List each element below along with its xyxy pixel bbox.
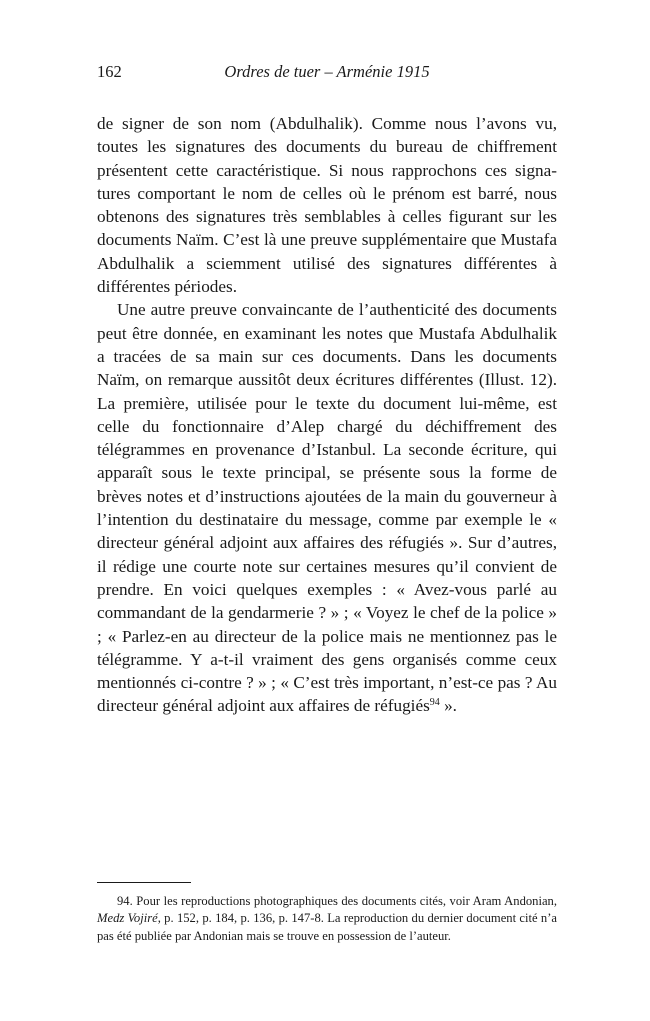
body-text — [97, 112, 557, 718]
footnote-divider — [97, 882, 191, 883]
footnote-reference-94[interactable]: 94 — [429, 697, 440, 709]
footnote-94 — [97, 893, 557, 945]
footnote-text-end: , p. 152, p. 184, p. 136, p. 147-8. La reproduction du dernier document cité n’a pas été publiée par Andonian mais se trouve en possession de l’auteur. — [97, 911, 558, 943]
paragraph-2 — [97, 298, 557, 717]
paragraph-1: de signer de son nom (Abdulhalik). Comme nous l’avons vu, toutes les signatures des documents du bureau de chiffrement présentent cette caractéristique. Si nous rapprochons ces signatures comportant le nom de celles où le prénom est barré, nous obtenons des signatures très semblables à celles figurant sur les documents Naïm. C’est là une preuve supplémentaire que Mustafa Abdulhalik a sciemment utilisé des signatures différentes à différentes périodes. — [97, 114, 557, 297]
footnote-text-start: Pour les reproductions photographiques des documents cités, voir Aram Andonian, — [132, 894, 557, 908]
book-page — [97, 62, 557, 718]
running-title: Ordres de tuer – Arménie 1915 — [224, 62, 430, 81]
paragraph-2-end: ». — [439, 696, 457, 716]
footnote-number: 94. — [117, 894, 133, 908]
page-number: 162 — [97, 62, 122, 81]
paragraph-2-text: Une autre preuve convaincante de l’authenticité des documents peut être donnée, en examinant les notes que Mustafa Abdulhalik a tracées de sa main sur ces documents. Dans les documents Naïm, on remarque aussitôt deux écritures différentes (Illust. 12). La première, utilisée pour le texte du document lui-même, est celle du fonctionnaire d’Alep chargé du déchiffrement des télégrammes en provenance d’Istanbul. La seconde écriture, qui apparaît sous le texte principal, se présente sous la forme de brèves notes et d’instructions ajoutées de la main du gouverneur à l’intention du destinataire du message, comme par exemple le « directeur général adjoint aux affaires des réfugiés ». Sur d’autres, il rédige une courte note sur certaines mesures qu’il convient de prendre. En voici quelques exemples : « Avez-vous parlé au commandant de la gendarmerie ? » ; « Voyez le chef de la police » ; « Parlez-en au directeur de la police mais ne mentionnez pas le télégramme. Y a-t-il vraiment des gens organisés comme ceux mentionnés ci-contre ? » ; « C’est très important, n’est-ce pas ? Au directeur général adjoint aux affaires de réfugiés — [97, 300, 557, 716]
footnotes — [97, 893, 557, 945]
running-head — [97, 62, 557, 90]
footnote-book-title: Medz Vojiré — [97, 911, 158, 926]
